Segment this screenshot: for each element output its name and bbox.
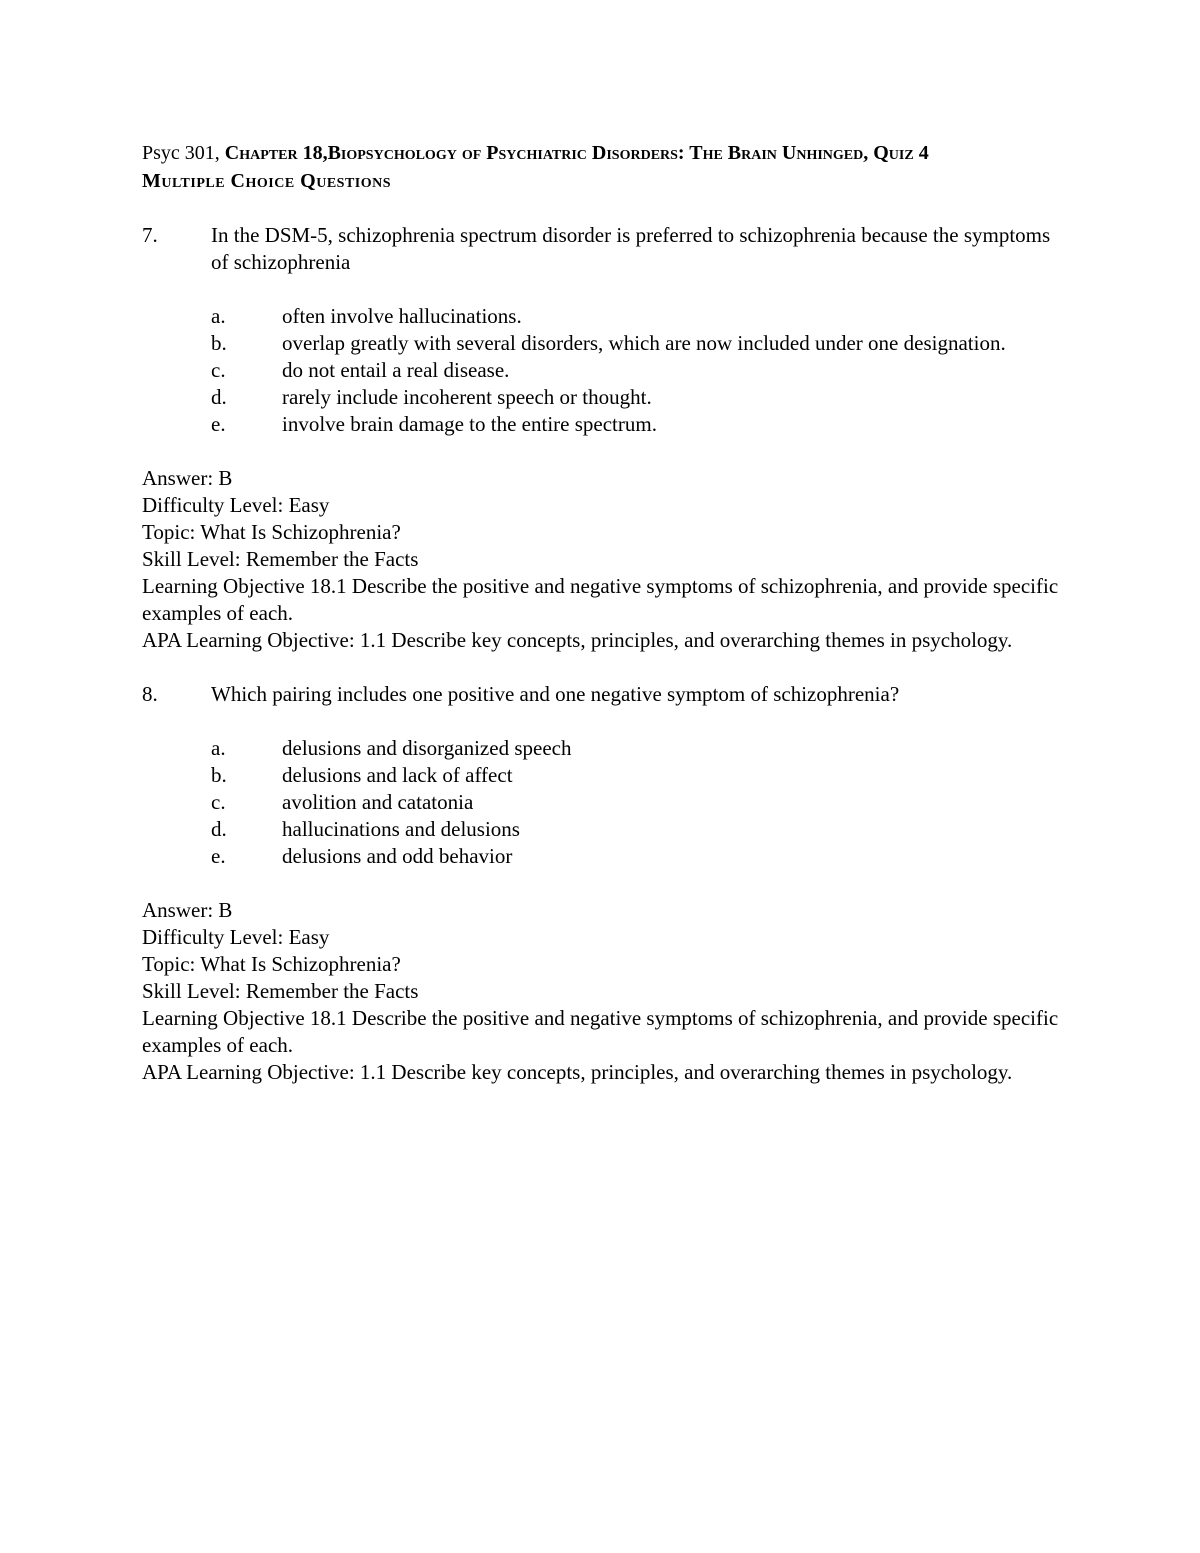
answer-options <box>211 735 1062 870</box>
skill-level: Skill Level: Remember the Facts <box>142 547 419 571</box>
option-letter: d. <box>211 385 227 409</box>
option-item <box>211 330 1062 357</box>
question-text: Which pairing includes one positive and one negative symptom of schizophrenia? <box>211 682 900 706</box>
apa-learning-objective: APA Learning Objective: 1.1 Describe key concepts, principles, and overarching themes in psychology. <box>142 628 1013 652</box>
difficulty-level: Difficulty Level: Easy <box>142 925 330 949</box>
answer-metadata <box>142 897 1062 1086</box>
spacer <box>142 654 1062 681</box>
answer-key: Answer: B <box>142 466 233 490</box>
option-item <box>211 789 1062 816</box>
option-text: delusions and lack of affect <box>282 763 513 787</box>
question-number: 8. <box>142 682 158 706</box>
question-block <box>142 222 1062 654</box>
answer-key: Answer: B <box>142 898 233 922</box>
question-stem <box>142 681 1062 708</box>
option-item <box>211 735 1062 762</box>
skill-level: Skill Level: Remember the Facts <box>142 979 419 1003</box>
option-letter: c. <box>211 790 226 814</box>
answer-options <box>211 303 1062 438</box>
difficulty-level: Difficulty Level: Easy <box>142 493 330 517</box>
option-text: delusions and disorganized speech <box>282 736 572 760</box>
option-letter: b. <box>211 763 227 787</box>
option-text: often involve hallucinations. <box>282 304 522 328</box>
document-title <box>142 140 1062 167</box>
learning-objective: Learning Objective 18.1 Describe the positive and negative symptoms of schizophrenia, and provide specific examples of each. <box>142 1006 1059 1057</box>
option-letter: c. <box>211 358 226 382</box>
option-letter: a. <box>211 736 226 760</box>
option-text: overlap greatly with several disorders, which are now included under one designation. <box>282 331 1006 355</box>
course-code: Psyc 301, <box>142 142 225 164</box>
option-item <box>211 357 1062 384</box>
answer-metadata <box>142 465 1062 654</box>
option-letter: e. <box>211 844 226 868</box>
option-item <box>211 843 1062 870</box>
option-letter: d. <box>211 817 227 841</box>
option-text: hallucinations and delusions <box>282 817 520 841</box>
learning-objective: Learning Objective 18.1 Describe the positive and negative symptoms of schizophrenia, and provide specific examples of each. <box>142 574 1059 625</box>
option-item <box>211 411 1062 438</box>
apa-learning-objective: APA Learning Objective: 1.1 Describe key concepts, principles, and overarching themes in psychology. <box>142 1060 1013 1084</box>
topic: Topic: What Is Schizophrenia? <box>142 520 401 544</box>
option-item <box>211 816 1062 843</box>
option-text: do not entail a real disease. <box>282 358 510 382</box>
quiz-content <box>142 140 1062 1086</box>
question-block <box>142 681 1062 1086</box>
section-heading: Multiple Choice Questions <box>142 170 392 192</box>
option-letter: a. <box>211 304 226 328</box>
option-text: rarely include incoherent speech or thought. <box>282 385 652 409</box>
option-item <box>211 384 1062 411</box>
option-text: involve brain damage to the entire spectrum. <box>282 412 657 436</box>
chapter-title: Chapter 18,Biopsychology of Psychiatric Disorders: The Brain Unhinged, Quiz 4 <box>224 142 929 164</box>
option-item <box>211 303 1062 330</box>
option-item <box>211 762 1062 789</box>
topic: Topic: What Is Schizophrenia? <box>142 952 401 976</box>
option-letter: e. <box>211 412 226 436</box>
option-text: avolition and catatonia <box>282 790 474 814</box>
option-letter: b. <box>211 331 227 355</box>
question-stem <box>142 222 1062 276</box>
question-text: In the DSM-5, schizophrenia spectrum disorder is preferred to schizophrenia because the symptoms of schizophrenia <box>211 223 1051 274</box>
option-text: delusions and odd behavior <box>282 844 513 868</box>
question-number: 7. <box>142 223 158 247</box>
